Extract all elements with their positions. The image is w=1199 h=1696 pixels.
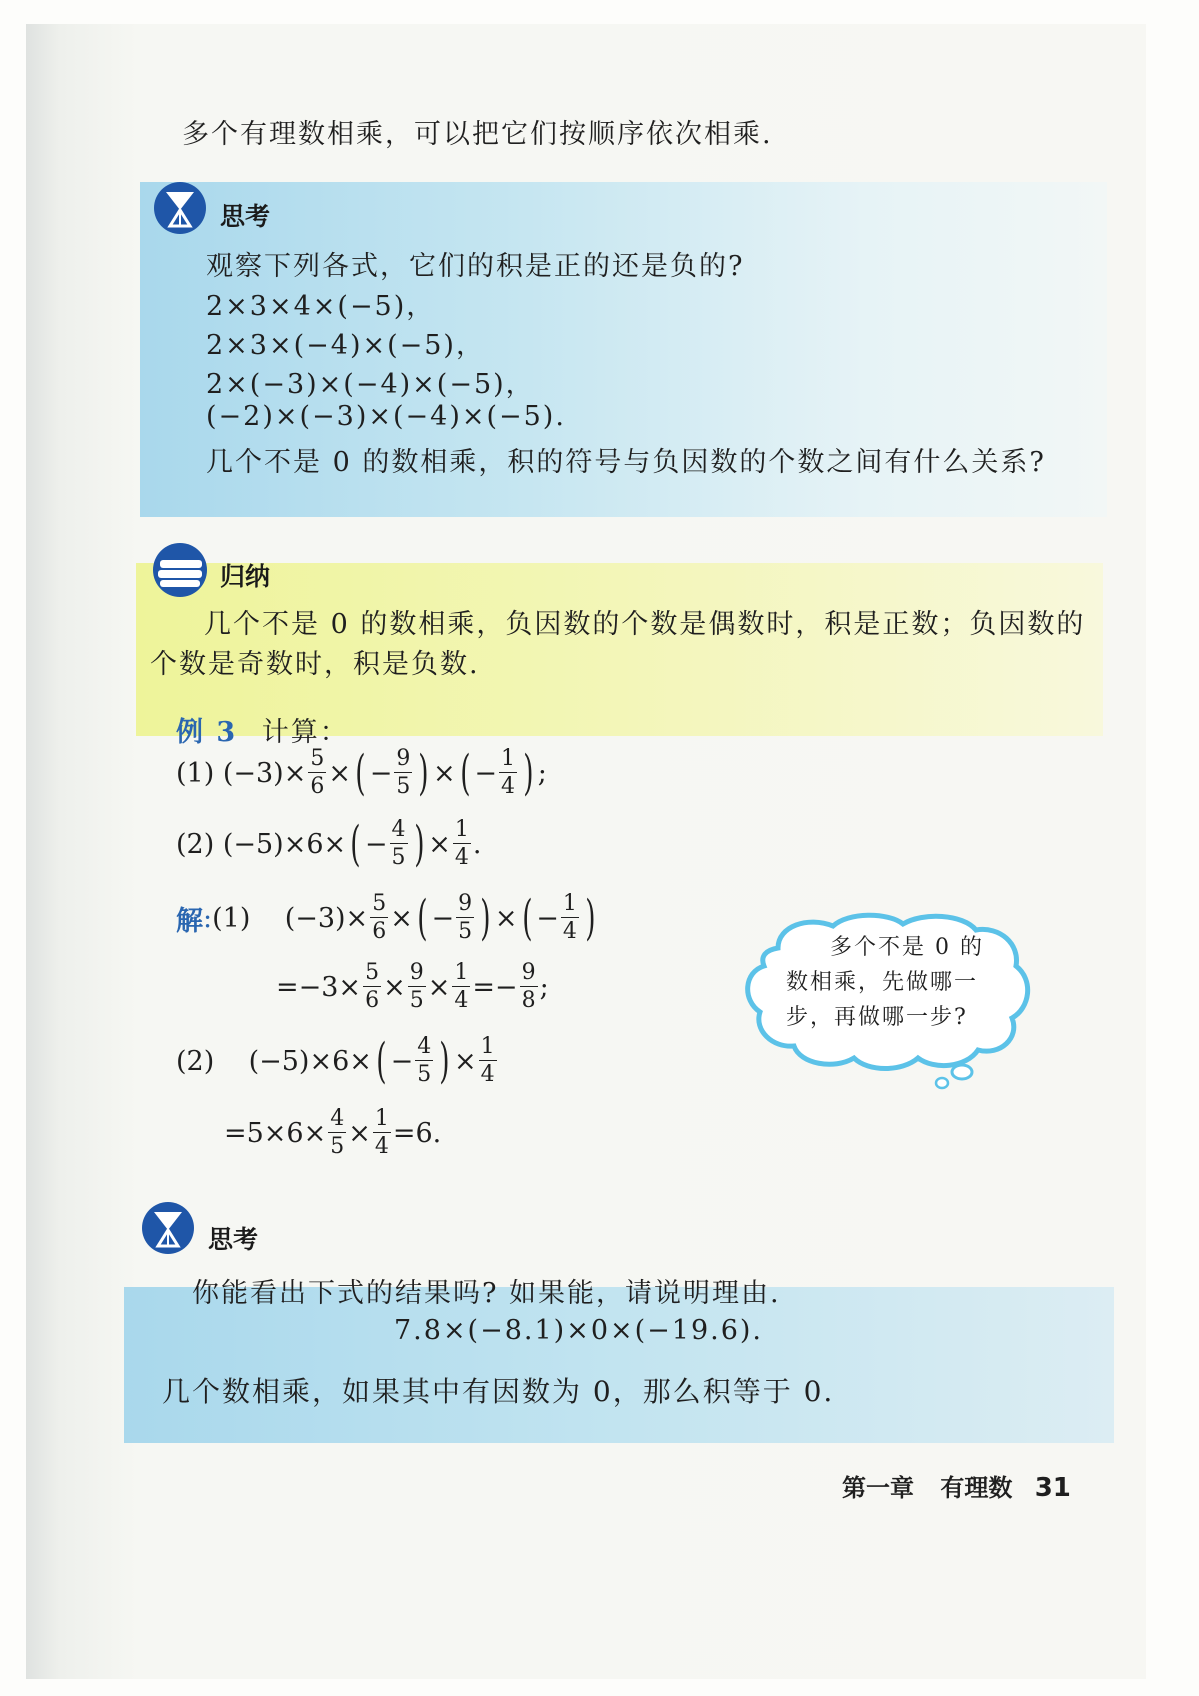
problem-2-label: (2) [176, 828, 215, 860]
think1-expr-3: 2×(−3)×(−4)×(−5)， [206, 369, 535, 400]
page-number: 31 [1034, 1473, 1071, 1503]
solution-2-line-2: =5×6× $\frac{4}{5}$ × $\frac{1}{4}$ =6. [224, 1106, 442, 1159]
summary-line-1: 几个不是 0 的数相乘，负因数的个数是偶数时，积是正数；负因数的 [204, 609, 1086, 640]
book-stack-icon [150, 540, 212, 598]
think1-expr-4: (−2)×(−3)×(−4)×(−5). [206, 401, 566, 432]
conclusion-text: 几个数相乘，如果其中有因数为 0，那么积等于 0. [162, 1375, 835, 1408]
think1-question: 观察下列各式，它们的积是正的还是负的? [206, 251, 745, 282]
summary-title: 归纳 [220, 562, 271, 591]
footer-topic: 有理数 [940, 1474, 1013, 1502]
solution-2-line-1: (2) (−5)×6× ( − $\frac{4}{5}$ ) × $\frac{1}{4}$ [176, 1033, 495, 1089]
think1-expr-1: 2×3×4×(−5)， [206, 291, 436, 322]
solution-1-line-1: 解 : (1) (−3)× $\frac{5}{6}$ × ( − $\frac{9}{5}$ ) × ( − $\frac{1}{4}$ ) [176, 890, 596, 946]
footer-chapter: 第一章 [842, 1474, 914, 1502]
bubble-line-3: 步，再做哪一步? [786, 1005, 968, 1030]
bubble-line-1: 多个不是 0 的 [830, 935, 984, 960]
example-heading [176, 710, 349, 749]
think1-expr-2: 2×3×(−4)×(−5)， [206, 330, 485, 361]
page-footer [842, 1468, 1071, 1503]
think1-followup: 几个不是 0 的数相乘，积的符号与负因数的个数之间有什么关系? [206, 447, 1046, 478]
solution-label: 解 [176, 905, 203, 937]
think-icon [152, 180, 208, 236]
problem-1: (1) (−3)× $\frac{5}{6}$ × ( − $\frac{9}{5}$ ) × ( − $\frac{1}{4}$ ) ; [176, 745, 547, 801]
think1-title: 思考 [220, 202, 271, 231]
example-task: 计算： [261, 717, 349, 748]
thought-bubble-text [786, 930, 986, 1035]
think2-title: 思考 [208, 1225, 259, 1254]
problem-1-label: (1) [176, 757, 215, 789]
solution-1-line-2: =−3× $\frac{5}{6}$ × $\frac{9}{5}$ × $\frac{1}{4}$ =− $\frac{9}{8}$ ; [276, 960, 549, 1013]
summary-line-2: 个数是奇数时，积是负数. [150, 649, 480, 680]
example-label: 例 3 [176, 717, 238, 748]
intro-text: 多个有理数相乘，可以把它们按顺序依次相乘. [182, 119, 773, 150]
problem-2: (2) (−5)×6× ( − $\frac{4}{5}$ ) × $\frac{1}{4}$ . [176, 816, 482, 872]
think2-expr: 7.8×(−8.1)×0×(−19.6). [394, 1315, 764, 1346]
think2-question: 你能看出下式的结果吗? 如果能，请说明理由. [192, 1278, 781, 1309]
think-box-2 [124, 1287, 1114, 1443]
bubble-line-2: 数相乘，先做哪一 [786, 970, 979, 995]
think-icon-2 [140, 1200, 196, 1256]
